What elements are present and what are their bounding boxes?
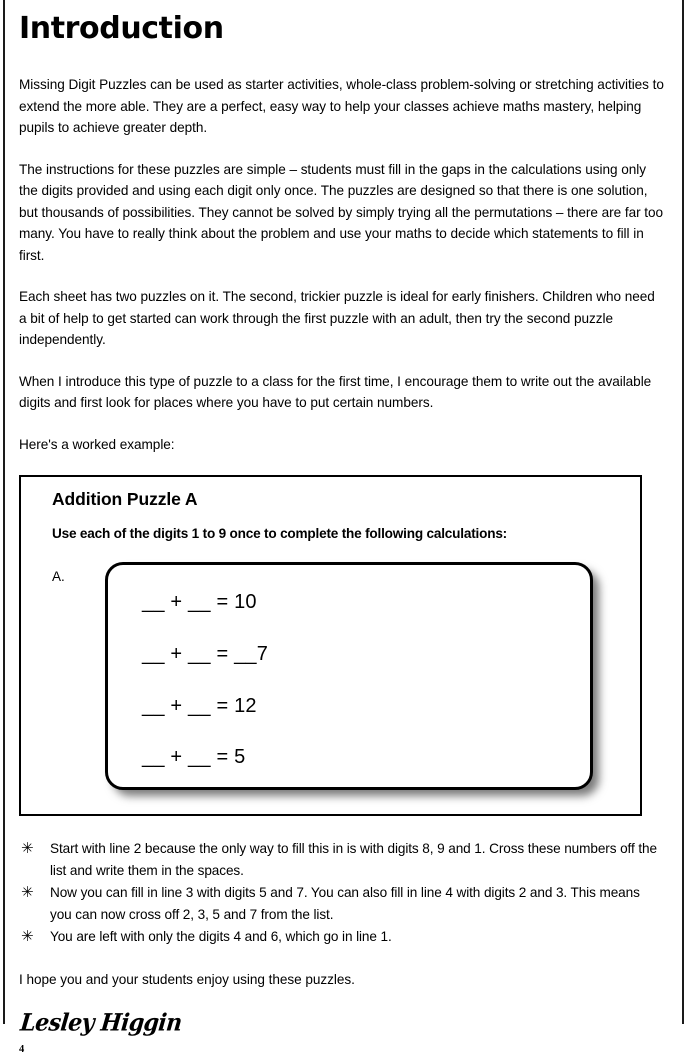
asterisk-bullet-icon: ✳ [21,883,34,901]
intro-paragraph-4: When I introduce this type of puzzle to a class for the first time, I encourage them to write out the available digits and first look for places where you have to put certain numbers. [19,373,652,410]
equation-row: __ + __ = __7 [142,643,269,665]
worked-example-lead-in: Here's a worked example: [19,436,175,452]
hint-text: Start with line 2 because the only way to fill this in is with digits 8, 9 and 1. Cross these numbers off the list and write them in the spaces. [50,841,657,878]
hint-text: You are left with only the digits 4 and 6, which go in line 1. [50,929,392,944]
equation-card [105,562,593,790]
equation-row: __ + __ = 10 [142,591,257,613]
intro-paragraph-1: Missing Digit Puzzles can be used as starter activities, whole-class problem-solving or stretching activities to extend the more able. They are a perfect, easy way to help your classes achieve maths mastery, helping pupils to achieve greater depth. [19,77,664,135]
page-number: 4 [19,1044,25,1055]
puzzle-title: Addition Puzzle A [52,489,198,509]
list-item [19,882,664,925]
intro-paragraph-2: The instructions for these puzzles are simple – students must fill in the gaps in the calculations using only the digits provided and using each digit only once. The puzzles are designed so that there is one solution, but thousands of possibilities. They cannot be solved by simply trying all the permutations – there are far too many. You have to really think about the problem and use your maths to decide which statements to fill in first. [19,161,664,263]
intro-paragraph-3: Each sheet has two puzzles on it. The second, trickier puzzle is ideal for early finishers. Children who need a bit of help to get started can work through the first puzzle with an adult, then try the second puzzle independently. [19,289,655,347]
list-item [19,926,664,948]
puzzle-instruction: Use each of the digits 1 to 9 once to complete the following calculations: [52,526,508,541]
asterisk-bullet-icon: ✳ [21,839,34,857]
introduction-paragraphs [19,74,664,455]
puzzle-part-label: A. [52,569,65,584]
equation-row: __ + __ = 12 [142,695,257,717]
page-content [19,0,664,1055]
hint-text: Now you can fill in line 3 with digits 5 and 7. You can also fill in line 4 with digits 2 and 3. This means you can now cross off 2, 3, 5 and 7 from the list. [50,885,640,922]
equation-row: __ + __ = 5 [142,746,246,768]
asterisk-bullet-icon: ✳ [21,927,34,945]
list-item [19,838,664,881]
closing-paragraph: I hope you and your students enjoy using these puzzles. [19,971,355,987]
hints-list [19,838,664,948]
worked-example-box [19,475,642,816]
page-title: Introduction [19,11,224,46]
author-signature: Lesley Higgin [19,1008,184,1037]
